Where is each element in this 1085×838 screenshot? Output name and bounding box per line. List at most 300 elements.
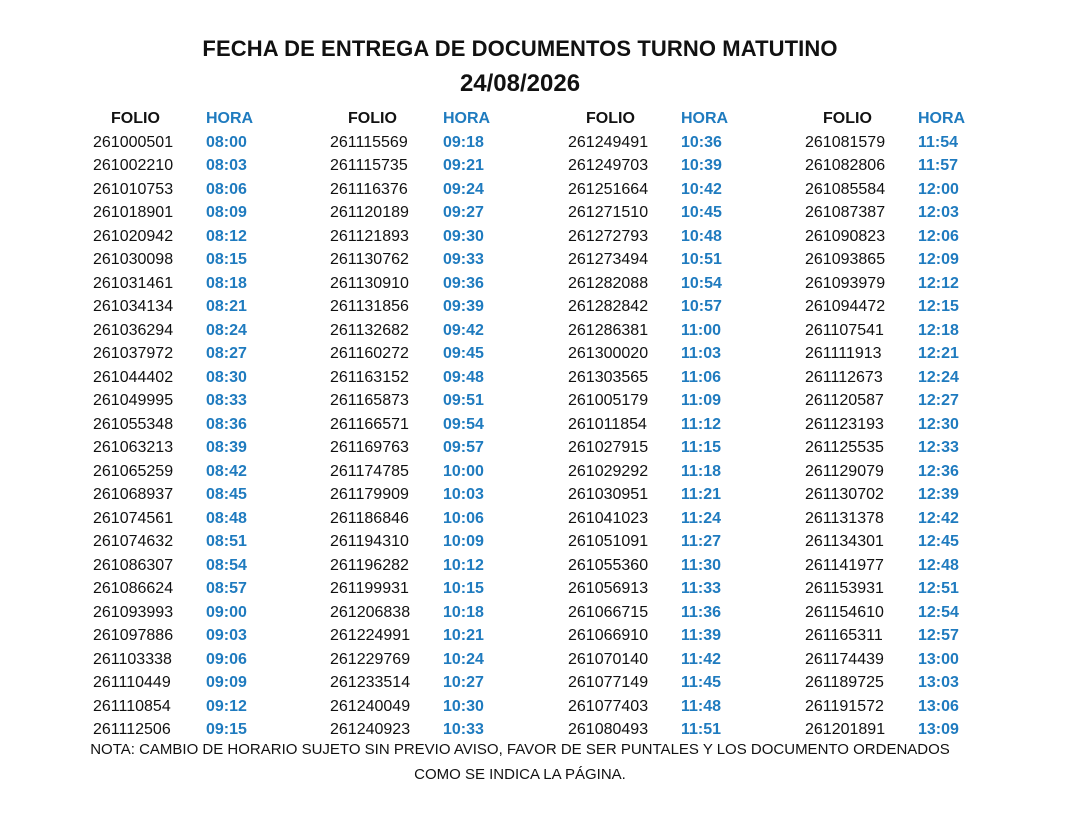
table-row <box>568 178 768 202</box>
table-row <box>330 248 530 272</box>
hora-cell: 11:18 <box>681 462 722 480</box>
folio-cell: 261044402 <box>93 368 174 386</box>
column-header <box>805 107 1005 131</box>
hora-cell: 11:51 <box>681 721 722 738</box>
table-row <box>568 201 768 225</box>
hora-cell: 12:18 <box>918 321 959 339</box>
hora-cell: 12:03 <box>918 204 959 221</box>
table-row <box>568 648 768 672</box>
folio-cell: 261077149 <box>568 674 649 691</box>
table-row <box>330 554 530 578</box>
folio-cell: 261141977 <box>805 556 884 574</box>
column-header <box>330 107 530 131</box>
table-row <box>330 154 530 178</box>
hora-cell: 12:12 <box>918 274 959 292</box>
table-row <box>805 436 1005 460</box>
folio-cell: 261107541 <box>805 321 884 339</box>
folio-header: FOLIO <box>823 110 872 127</box>
hora-cell: 12:33 <box>918 439 959 456</box>
table-row <box>805 413 1005 437</box>
hora-cell: 11:39 <box>681 627 722 644</box>
note-line-2: COMO SE INDICA LA PÁGINA. <box>414 766 626 783</box>
folio-cell: 261068937 <box>93 486 174 503</box>
table-row <box>93 718 293 742</box>
folio-cell: 261249703 <box>568 157 649 174</box>
folio-cell: 261074561 <box>93 509 174 527</box>
folio-cell: 261031461 <box>93 274 174 292</box>
folio-cell: 261055360 <box>568 556 649 574</box>
hora-header: HORA <box>206 110 254 127</box>
table-row <box>568 319 768 343</box>
hora-cell: 09:39 <box>443 298 484 315</box>
hora-cell: 10:57 <box>681 298 722 315</box>
hora-cell: 11:57 <box>918 157 959 174</box>
hora-cell: 11:27 <box>681 533 722 550</box>
hora-cell: 12:57 <box>918 627 959 644</box>
folio-cell: 261094472 <box>805 298 886 315</box>
folio-cell: 261123193 <box>805 415 884 433</box>
folio-cell: 261191572 <box>805 697 884 715</box>
hora-cell: 09:21 <box>443 157 484 174</box>
hora-cell: 12:36 <box>918 462 959 480</box>
hora-cell: 11:06 <box>681 368 722 386</box>
table-row <box>93 248 293 272</box>
table-row <box>568 389 768 413</box>
table-row <box>330 201 530 225</box>
folio-cell: 261065259 <box>93 462 174 480</box>
hora-cell: 13:09 <box>918 721 959 738</box>
folio-cell: 261130702 <box>805 486 884 503</box>
folio-cell: 261303565 <box>568 368 649 386</box>
hora-header: HORA <box>918 110 966 127</box>
hora-cell: 12:45 <box>918 533 959 550</box>
folio-cell: 261112673 <box>805 368 883 386</box>
folio-cell: 261018901 <box>93 204 174 221</box>
table-row <box>330 342 530 366</box>
folio-cell: 261224991 <box>330 627 411 644</box>
table-row <box>568 272 768 296</box>
table-row <box>568 131 768 155</box>
table-row <box>93 577 293 601</box>
hora-cell: 08:09 <box>206 204 247 221</box>
hora-cell: 10:45 <box>681 204 722 221</box>
folio-cell: 261111913 <box>805 345 882 362</box>
hora-cell: 12:09 <box>918 251 959 268</box>
table-row <box>805 718 1005 742</box>
folio-cell: 261034134 <box>93 298 174 315</box>
folio-cell: 261196282 <box>330 556 409 574</box>
table-row <box>805 295 1005 319</box>
table-row <box>568 601 768 625</box>
hora-cell: 08:21 <box>206 298 247 315</box>
table-row <box>93 178 293 202</box>
table-row <box>805 272 1005 296</box>
hora-cell: 10:27 <box>443 674 484 691</box>
hora-cell: 09:09 <box>206 674 247 691</box>
table-row <box>330 460 530 484</box>
table-row <box>93 671 293 695</box>
table-row <box>330 577 530 601</box>
table-row <box>805 554 1005 578</box>
folio-cell: 261240049 <box>330 697 411 715</box>
folio-cell: 261027915 <box>568 439 649 456</box>
page-date: 24/08/2026 <box>459 70 581 97</box>
hora-cell: 10:51 <box>681 251 722 268</box>
hora-cell: 12:30 <box>918 415 959 433</box>
folio-cell: 261233514 <box>330 674 411 691</box>
hora-cell: 10:12 <box>443 556 484 574</box>
folio-cell: 261030098 <box>93 251 174 268</box>
table-row <box>568 554 768 578</box>
folio-cell: 261056913 <box>568 580 649 597</box>
folio-cell: 261125535 <box>805 439 884 456</box>
hora-cell: 12:39 <box>918 486 959 503</box>
folio-cell: 261030951 <box>568 486 649 503</box>
folio-cell: 261240923 <box>330 721 411 738</box>
folio-cell: 261082806 <box>805 157 886 174</box>
table-row <box>330 624 530 648</box>
hora-cell: 12:27 <box>918 392 959 409</box>
folio-cell: 261165873 <box>330 392 409 409</box>
schedule-column <box>805 107 1005 742</box>
hora-cell: 08:00 <box>206 133 247 151</box>
folio-cell: 261272793 <box>568 227 649 245</box>
folio-cell: 261169763 <box>330 439 409 456</box>
table-row <box>805 389 1005 413</box>
hora-cell: 08:15 <box>206 251 247 268</box>
table-row <box>330 178 530 202</box>
table-row <box>330 507 530 531</box>
hora-cell: 11:30 <box>681 556 722 574</box>
table-row <box>330 366 530 390</box>
folio-cell: 261163152 <box>330 368 409 386</box>
hora-cell: 10:15 <box>443 580 484 597</box>
folio-cell: 261093993 <box>93 603 174 621</box>
table-row <box>93 131 293 155</box>
folio-cell: 261160272 <box>330 345 409 362</box>
hora-cell: 09:00 <box>206 603 247 621</box>
table-row <box>93 648 293 672</box>
hora-cell: 12:24 <box>918 368 959 386</box>
hora-cell: 10:42 <box>681 180 722 198</box>
folio-cell: 261086307 <box>93 556 174 574</box>
table-row <box>330 131 530 155</box>
folio-cell: 261070140 <box>568 650 649 668</box>
table-row <box>568 436 768 460</box>
hora-cell: 11:48 <box>681 697 722 715</box>
folio-cell: 261020942 <box>93 227 174 245</box>
hora-cell: 08:48 <box>206 509 247 527</box>
table-row <box>330 648 530 672</box>
table-row <box>330 530 530 554</box>
hora-cell: 12:51 <box>918 580 959 597</box>
folio-cell: 261165311 <box>805 627 883 644</box>
table-row <box>568 695 768 719</box>
table-row <box>805 342 1005 366</box>
folio-cell: 261229769 <box>330 650 411 668</box>
table-row <box>568 577 768 601</box>
folio-cell: 261093865 <box>805 251 886 268</box>
hora-cell: 11:03 <box>681 345 722 362</box>
hora-cell: 11:09 <box>681 392 722 409</box>
folio-cell: 261066910 <box>568 627 649 644</box>
hora-cell: 11:00 <box>681 321 722 339</box>
hora-cell: 13:03 <box>918 674 959 691</box>
hora-cell: 11:54 <box>918 133 959 151</box>
table-row <box>93 554 293 578</box>
hora-cell: 11:12 <box>681 415 722 433</box>
hora-cell: 09:45 <box>443 345 484 362</box>
hora-cell: 10:21 <box>443 627 484 644</box>
hora-cell: 08:03 <box>206 157 247 174</box>
hora-cell: 08:51 <box>206 533 247 550</box>
table-row <box>568 507 768 531</box>
table-row <box>568 413 768 437</box>
table-row <box>805 483 1005 507</box>
folio-cell: 261103338 <box>93 650 172 668</box>
table-row <box>805 460 1005 484</box>
hora-cell: 11:42 <box>681 650 722 668</box>
folio-cell: 261087387 <box>805 204 886 221</box>
hora-cell: 08:54 <box>206 556 247 574</box>
hora-cell: 09:03 <box>206 627 247 644</box>
table-row <box>93 295 293 319</box>
folio-cell: 261116376 <box>330 180 408 198</box>
folio-cell: 261154610 <box>805 603 884 621</box>
hora-cell: 08:27 <box>206 345 247 362</box>
folio-cell: 261036294 <box>93 321 174 339</box>
hora-cell: 11:45 <box>681 674 722 691</box>
hora-cell: 09:57 <box>443 439 484 456</box>
table-row <box>805 577 1005 601</box>
table-row <box>805 530 1005 554</box>
folio-cell: 261115569 <box>330 133 408 151</box>
hora-cell: 09:18 <box>443 133 484 151</box>
hora-cell: 10:00 <box>443 462 484 480</box>
folio-cell: 261110449 <box>93 674 171 691</box>
table-row <box>330 389 530 413</box>
hora-cell: 10:03 <box>443 486 484 503</box>
folio-cell: 261134301 <box>805 533 884 550</box>
hora-cell: 11:24 <box>681 509 722 527</box>
folio-cell: 261090823 <box>805 227 886 245</box>
folio-cell: 261130762 <box>330 251 409 268</box>
table-row <box>568 671 768 695</box>
table-row <box>568 342 768 366</box>
table-row <box>330 272 530 296</box>
folio-cell: 261085584 <box>805 180 886 198</box>
table-row <box>93 695 293 719</box>
hora-cell: 09:30 <box>443 227 484 245</box>
table-row <box>330 601 530 625</box>
schedule-column <box>93 107 293 742</box>
folio-cell: 261179909 <box>330 486 409 503</box>
folio-cell: 261112506 <box>93 721 171 738</box>
hora-cell: 09:42 <box>443 321 484 339</box>
folio-cell: 261011854 <box>568 415 647 433</box>
schedule-column <box>568 107 768 742</box>
table-row <box>93 366 293 390</box>
table-row <box>93 413 293 437</box>
folio-cell: 261010753 <box>93 180 174 198</box>
hora-cell: 12:48 <box>918 556 959 574</box>
table-row <box>805 648 1005 672</box>
folio-cell: 261251664 <box>568 180 649 198</box>
column-header <box>93 107 293 131</box>
hora-cell: 13:06 <box>918 697 959 715</box>
folio-cell: 261286381 <box>568 321 649 339</box>
folio-cell: 261080493 <box>568 721 649 738</box>
table-row <box>330 413 530 437</box>
hora-cell: 08:33 <box>206 392 247 409</box>
folio-cell: 261174785 <box>330 462 409 480</box>
folio-cell: 261041023 <box>568 509 649 527</box>
hora-cell: 09:54 <box>443 415 484 433</box>
table-row <box>568 154 768 178</box>
table-row <box>93 624 293 648</box>
note-line-1: NOTA: CAMBIO DE HORARIO SUJETO SIN PREVIO AVISO, FAVOR DE SER PUNTALES Y LOS DOCUMENTO ORDENADOS <box>90 741 950 758</box>
hora-cell: 08:39 <box>206 439 247 456</box>
hora-cell: 09:36 <box>443 274 484 292</box>
folio-cell: 261063213 <box>93 439 174 456</box>
hora-cell: 08:24 <box>206 321 247 339</box>
hora-cell: 08:18 <box>206 274 247 292</box>
folio-cell: 261174439 <box>805 650 884 668</box>
table-row <box>805 178 1005 202</box>
folio-cell: 261249491 <box>568 133 649 151</box>
hora-cell: 13:00 <box>918 650 959 668</box>
folio-cell: 261199931 <box>330 580 409 597</box>
table-row <box>330 436 530 460</box>
hora-cell: 10:09 <box>443 533 484 550</box>
hora-cell: 09:12 <box>206 697 247 715</box>
hora-cell: 10:48 <box>681 227 722 245</box>
table-row <box>93 507 293 531</box>
folio-cell: 261055348 <box>93 415 174 433</box>
folio-cell: 261051091 <box>568 533 649 550</box>
table-row <box>330 483 530 507</box>
hora-cell: 08:30 <box>206 368 247 386</box>
table-row <box>568 460 768 484</box>
hora-header: HORA <box>681 110 729 127</box>
hora-cell: 08:42 <box>206 462 247 480</box>
hora-cell: 11:15 <box>681 439 722 456</box>
hora-cell: 10:33 <box>443 721 484 738</box>
hora-cell: 10:06 <box>443 509 484 527</box>
hora-cell: 11:36 <box>681 603 722 621</box>
hora-cell: 09:24 <box>443 180 484 198</box>
folio-cell: 261132682 <box>330 321 409 339</box>
hora-cell: 10:54 <box>681 274 722 292</box>
folio-cell: 261300020 <box>568 345 649 362</box>
table-row <box>805 201 1005 225</box>
table-row <box>568 530 768 554</box>
table-row <box>93 342 293 366</box>
table-row <box>93 530 293 554</box>
folio-cell: 261093979 <box>805 274 886 292</box>
folio-cell: 261005179 <box>568 392 649 409</box>
folio-header: FOLIO <box>586 110 635 127</box>
folio-cell: 261121893 <box>330 227 409 245</box>
folio-cell: 261189725 <box>805 674 884 691</box>
table-row <box>568 225 768 249</box>
table-row <box>568 295 768 319</box>
table-row <box>805 671 1005 695</box>
hora-cell: 09:48 <box>443 368 484 386</box>
table-row <box>93 483 293 507</box>
hora-cell: 09:51 <box>443 392 484 409</box>
table-row <box>93 389 293 413</box>
folio-cell: 261131856 <box>330 298 409 315</box>
folio-cell: 261110854 <box>93 697 171 715</box>
hora-cell: 09:27 <box>443 204 484 221</box>
folio-cell: 261271510 <box>568 204 649 221</box>
folio-cell: 261120189 <box>330 204 409 221</box>
hora-cell: 10:36 <box>681 133 722 151</box>
table-row <box>805 319 1005 343</box>
table-row <box>330 718 530 742</box>
hora-cell: 08:45 <box>206 486 247 503</box>
table-row <box>805 624 1005 648</box>
table-row <box>93 201 293 225</box>
hora-cell: 11:33 <box>681 580 722 597</box>
folio-cell: 261029292 <box>568 462 649 480</box>
folio-cell: 261077403 <box>568 697 649 715</box>
table-row <box>330 319 530 343</box>
hora-cell: 10:39 <box>681 157 722 174</box>
page-title: FECHA DE ENTREGA DE DOCUMENTOS TURNO MATUTINO <box>202 36 838 61</box>
hora-cell: 09:33 <box>443 251 484 268</box>
schedule-column <box>330 107 530 742</box>
table-row <box>93 154 293 178</box>
folio-cell: 261081579 <box>805 133 886 151</box>
hora-cell: 12:06 <box>918 227 959 245</box>
table-row <box>330 695 530 719</box>
table-row <box>805 131 1005 155</box>
table-row <box>805 366 1005 390</box>
folio-cell: 261166571 <box>330 415 409 433</box>
folio-cell: 261049995 <box>93 392 174 409</box>
folio-cell: 261066715 <box>568 603 649 621</box>
hora-cell: 08:57 <box>206 580 247 597</box>
table-row <box>568 366 768 390</box>
folio-cell: 261273494 <box>568 251 649 268</box>
folio-cell: 261282842 <box>568 298 649 315</box>
table-row <box>568 483 768 507</box>
hora-cell: 08:36 <box>206 415 247 433</box>
folio-cell: 261186846 <box>330 509 409 527</box>
table-row <box>330 225 530 249</box>
table-row <box>568 248 768 272</box>
hora-cell: 12:00 <box>918 180 959 198</box>
folio-cell: 261153931 <box>805 580 884 597</box>
folio-cell: 261120587 <box>805 392 884 409</box>
hora-cell: 08:06 <box>206 180 247 198</box>
table-row <box>330 295 530 319</box>
table-row <box>93 272 293 296</box>
hora-cell: 12:42 <box>918 509 959 527</box>
table-row <box>93 225 293 249</box>
hora-cell: 11:21 <box>681 486 722 503</box>
table-row <box>93 460 293 484</box>
hora-cell: 12:15 <box>918 298 959 315</box>
folio-cell: 261194310 <box>330 533 409 550</box>
folio-cell: 261282088 <box>568 274 649 292</box>
hora-cell: 10:24 <box>443 650 484 668</box>
column-header <box>568 107 768 131</box>
table-row <box>805 601 1005 625</box>
table-row <box>805 507 1005 531</box>
